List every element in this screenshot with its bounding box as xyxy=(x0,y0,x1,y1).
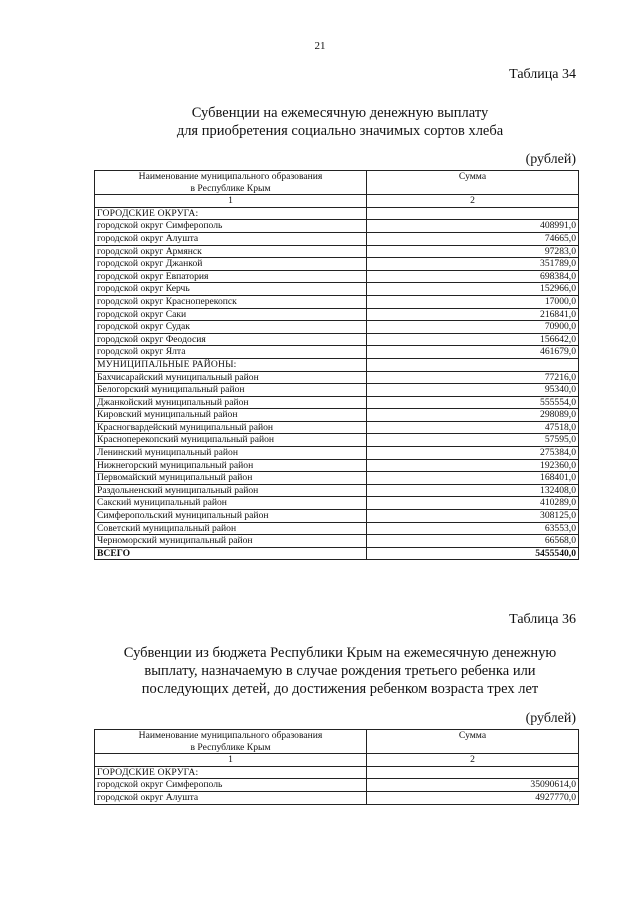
table-row xyxy=(95,459,579,472)
table34-header-sum: Сумма xyxy=(367,171,579,195)
page-number: 21 xyxy=(314,40,326,52)
empty-cell xyxy=(367,207,579,220)
row-name: городской округ Симферополь xyxy=(95,220,367,233)
table36-title-line3: последующих детей, до достижения ребенком возраста трех лет xyxy=(141,681,539,697)
table34-label: Таблица 34 xyxy=(509,67,576,82)
row-name: Нижнегорский муниципальный район xyxy=(95,459,367,472)
section-label: МУНИЦИПАЛЬНЫЕ РАЙОНЫ: xyxy=(95,358,367,371)
table34-header-name xyxy=(95,171,367,195)
row-name: Бахчисарайский муниципальный район xyxy=(95,371,367,384)
total-label: ВСЕГО xyxy=(95,547,367,560)
row-name: Советский муниципальный район xyxy=(95,522,367,535)
row-value: 555554,0 xyxy=(367,396,579,409)
table34-section-districts xyxy=(95,358,579,371)
table-row xyxy=(95,295,579,308)
table34-index-row xyxy=(95,195,579,208)
row-value: 152966,0 xyxy=(367,283,579,296)
table-row xyxy=(95,220,579,233)
row-name: городской округ Феодосия xyxy=(95,333,367,346)
table-row xyxy=(95,321,579,334)
table34-header-name-line1: Наименование муниципального образования xyxy=(138,171,323,182)
empty-cell xyxy=(367,766,579,779)
table-row xyxy=(95,409,579,422)
row-value: 95340,0 xyxy=(367,384,579,397)
row-value: 698384,0 xyxy=(367,270,579,283)
table-row xyxy=(95,346,579,359)
table-row xyxy=(95,510,579,523)
row-name: городской округ Алушта xyxy=(95,232,367,245)
table-row xyxy=(95,791,579,804)
row-name: Кировский муниципальный район xyxy=(95,409,367,422)
table34-section-cities xyxy=(95,207,579,220)
row-value: 216841,0 xyxy=(367,308,579,321)
table-row xyxy=(95,333,579,346)
table36-section-cities xyxy=(95,766,579,779)
row-name: Первомайский муниципальный район xyxy=(95,472,367,485)
row-value: 4927770,0 xyxy=(367,791,579,804)
row-name: городской округ Керчь xyxy=(95,283,367,296)
table-row xyxy=(95,384,579,397)
table34-index-1: 1 xyxy=(95,195,367,208)
table36-label: Таблица 36 xyxy=(509,612,576,627)
row-value: 63553,0 xyxy=(367,522,579,535)
row-value: 168401,0 xyxy=(367,472,579,485)
table34-index-2: 2 xyxy=(367,195,579,208)
total-value: 5455540,0 xyxy=(367,547,579,560)
table34-title-line1: Субвенции на ежемесячную денежную выплату xyxy=(191,105,489,121)
table-row xyxy=(95,258,579,271)
row-name: Белогорский муниципальный район xyxy=(95,384,367,397)
table-row xyxy=(95,522,579,535)
table34-units: (рублей) xyxy=(525,152,576,167)
row-value: 66568,0 xyxy=(367,535,579,548)
row-value: 97283,0 xyxy=(367,245,579,258)
row-value: 351789,0 xyxy=(367,258,579,271)
table36-header-sum: Сумма xyxy=(367,730,579,754)
row-value: 77216,0 xyxy=(367,371,579,384)
section-label: ГОРОДСКИЕ ОКРУГА: xyxy=(95,207,367,220)
table-row xyxy=(95,421,579,434)
table36-header-name-line2: в Республике Крым xyxy=(190,741,271,753)
row-value: 132408,0 xyxy=(367,484,579,497)
table34-header-name-line2: в Республике Крым xyxy=(190,182,271,194)
row-value: 74665,0 xyxy=(367,232,579,245)
row-name: городской округ Саки xyxy=(95,308,367,321)
row-name: Раздольненский муниципальный район xyxy=(95,484,367,497)
table-row xyxy=(95,270,579,283)
row-value: 156642,0 xyxy=(367,333,579,346)
row-value: 192360,0 xyxy=(367,459,579,472)
row-value: 17000,0 xyxy=(367,295,579,308)
row-name: городской округ Армянск xyxy=(95,245,367,258)
table34 xyxy=(94,170,579,560)
table36-title xyxy=(60,644,620,698)
row-name: Красногвардейский муниципальный район xyxy=(95,421,367,434)
table-row xyxy=(95,371,579,384)
table36-header-row xyxy=(95,730,579,754)
section-label: ГОРОДСКИЕ ОКРУГА: xyxy=(95,766,367,779)
row-name: городской округ Джанкой xyxy=(95,258,367,271)
row-value: 57595,0 xyxy=(367,434,579,447)
row-name: Симферопольский муниципальный район xyxy=(95,510,367,523)
table36-index-row xyxy=(95,754,579,767)
row-name: Джанкойский муниципальный район xyxy=(95,396,367,409)
table36-units: (рублей) xyxy=(525,711,576,726)
row-name: Ленинский муниципальный район xyxy=(95,447,367,460)
row-name: Сакский муниципальный район xyxy=(95,497,367,510)
row-name: Красноперекопский муниципальный район xyxy=(95,434,367,447)
table-row xyxy=(95,308,579,321)
row-name: городской округ Алушта xyxy=(95,791,367,804)
row-name: городской округ Ялта xyxy=(95,346,367,359)
table36-index-1: 1 xyxy=(95,754,367,767)
table-row xyxy=(95,497,579,510)
row-value: 70900,0 xyxy=(367,321,579,334)
row-name: городской округ Судак xyxy=(95,321,367,334)
row-name: городской округ Симферополь xyxy=(95,779,367,792)
row-value: 298089,0 xyxy=(367,409,579,422)
table36-title-line2: выплату, назначаемую в случае рождения третьего ребенка или xyxy=(144,663,536,679)
table34-header-row xyxy=(95,171,579,195)
table-row xyxy=(95,472,579,485)
table36-header-name-line1: Наименование муниципального образования xyxy=(138,730,323,741)
table34-title xyxy=(60,104,620,140)
table36-title-line1: Субвенции из бюджета Республики Крым на ежемесячную денежную xyxy=(123,645,557,661)
table-row xyxy=(95,283,579,296)
table36-index-2: 2 xyxy=(367,754,579,767)
row-value: 308125,0 xyxy=(367,510,579,523)
table-row xyxy=(95,396,579,409)
row-value: 275384,0 xyxy=(367,447,579,460)
table34-total-row xyxy=(95,547,579,560)
table-row xyxy=(95,779,579,792)
row-value: 461679,0 xyxy=(367,346,579,359)
table-row xyxy=(95,447,579,460)
row-value: 35090614,0 xyxy=(367,779,579,792)
table-row xyxy=(95,245,579,258)
table36 xyxy=(94,729,579,805)
table36-header-name xyxy=(95,730,367,754)
row-name: Черноморский муниципальный район xyxy=(95,535,367,548)
table34-title-line2: для приобретения социально значимых сортов хлеба xyxy=(176,123,504,139)
row-value: 47518,0 xyxy=(367,421,579,434)
row-value: 408991,0 xyxy=(367,220,579,233)
row-name: городской округ Евпатория xyxy=(95,270,367,283)
empty-cell xyxy=(367,358,579,371)
row-value: 410289,0 xyxy=(367,497,579,510)
table-row xyxy=(95,434,579,447)
table-row xyxy=(95,232,579,245)
table-row xyxy=(95,535,579,548)
row-name: городской округ Красноперекопск xyxy=(95,295,367,308)
table-row xyxy=(95,484,579,497)
